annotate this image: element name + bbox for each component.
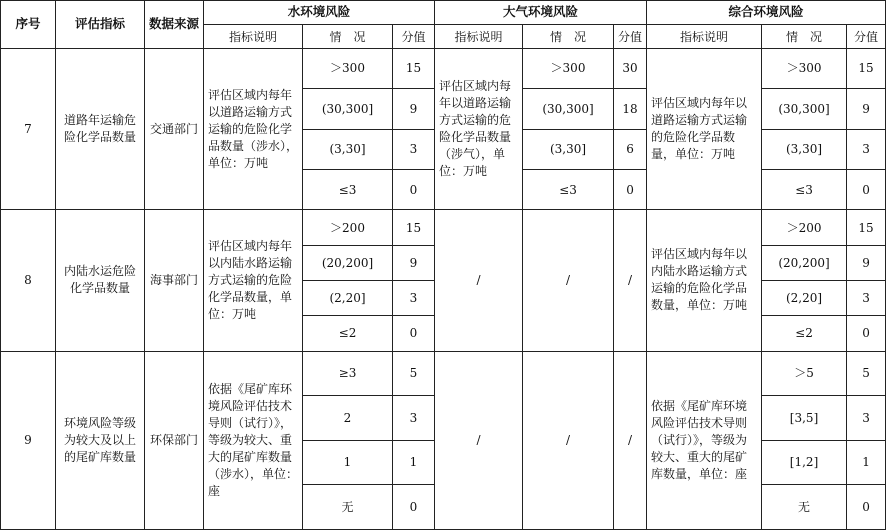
combined-situation: ＞300 — [762, 48, 847, 88]
combined-score: 9 — [847, 245, 886, 280]
combined-situation: [1,2] — [762, 440, 847, 485]
water-desc: 评估区域内每年以内陆水路运输方式运输的危险化学品数量，单位：万吨 — [204, 210, 303, 351]
table-row — [1, 48, 886, 88]
air-score: 0 — [614, 170, 647, 210]
combined-score: 9 — [847, 89, 886, 129]
subheader-air-situation: 情 况 — [523, 24, 614, 48]
combined-desc: 评估区域内每年以内陆水路运输方式运输的危险化学品数量，单位：万吨 — [647, 210, 762, 351]
row-source: 海事部门 — [145, 210, 204, 351]
combined-situation: [3,5] — [762, 396, 847, 441]
header-seq: 序号 — [1, 1, 56, 49]
water-situation: (3,30] — [303, 129, 393, 169]
air-score: 18 — [614, 89, 647, 129]
combined-situation: (20,200] — [762, 245, 847, 280]
table-row — [1, 210, 886, 245]
water-score: 3 — [393, 280, 435, 315]
combined-situation: (3,30] — [762, 129, 847, 169]
combined-score: 0 — [847, 316, 886, 351]
combined-score: 15 — [847, 48, 886, 88]
water-situation: ≤3 — [303, 170, 393, 210]
combined-desc: 评估区域内每年以道路运输方式运输的危险化学品数量，单位：万吨 — [647, 48, 762, 210]
combined-situation: (30,300] — [762, 89, 847, 129]
header-indicator: 评估指标 — [56, 1, 145, 49]
header-air-risk: 大气环境风险 — [435, 1, 647, 25]
combined-situation: ≤2 — [762, 316, 847, 351]
water-score: 15 — [393, 48, 435, 88]
row-source: 交通部门 — [145, 48, 204, 210]
air-situation: / — [523, 210, 614, 351]
row-seq: 9 — [1, 351, 56, 530]
air-score: 30 — [614, 48, 647, 88]
air-score: / — [614, 210, 647, 351]
combined-situation: 无 — [762, 485, 847, 530]
subheader-water-desc: 指标说明 — [204, 24, 303, 48]
combined-score: 5 — [847, 351, 886, 396]
water-desc: 依据《尾矿库环境风险评估技术导则（试行）》，等级为较大、重大的尾矿库数量（涉水），单位：座 — [204, 351, 303, 530]
air-situation: ≤3 — [523, 170, 614, 210]
air-situation: (30,300] — [523, 89, 614, 129]
subheader-water-score: 分值 — [393, 24, 435, 48]
water-desc: 评估区域内每年以道路运输方式运输的危险化学品数量（涉水），单位：万吨 — [204, 48, 303, 210]
water-score: 0 — [393, 170, 435, 210]
combined-score: 15 — [847, 210, 886, 245]
air-situation: ＞300 — [523, 48, 614, 88]
water-situation: ≤2 — [303, 316, 393, 351]
row-indicator: 道路年运输危险化学品数量 — [56, 48, 145, 210]
row-seq: 8 — [1, 210, 56, 351]
water-situation: (20,200] — [303, 245, 393, 280]
water-situation: ＞300 — [303, 48, 393, 88]
water-score: 3 — [393, 129, 435, 169]
table-row — [1, 351, 886, 396]
water-situation: (2,20] — [303, 280, 393, 315]
subheader-combined-score: 分值 — [847, 24, 886, 48]
water-score: 0 — [393, 316, 435, 351]
combined-desc: 依据《尾矿库环境风险评估技术导则（试行）》，等级为较大、重大的尾矿库数量，单位：座 — [647, 351, 762, 530]
water-situation: ＞200 — [303, 210, 393, 245]
water-situation: ≥3 — [303, 351, 393, 396]
water-score: 9 — [393, 245, 435, 280]
combined-score: 3 — [847, 129, 886, 169]
water-situation: 1 — [303, 440, 393, 485]
row-source: 环保部门 — [145, 351, 204, 530]
row-indicator: 环境风险等级为较大及以上的尾矿库数量 — [56, 351, 145, 530]
water-situation: 无 — [303, 485, 393, 530]
air-desc: / — [435, 210, 523, 351]
air-situation: (3,30] — [523, 129, 614, 169]
water-score: 3 — [393, 396, 435, 441]
water-score: 1 — [393, 440, 435, 485]
air-score: / — [614, 351, 647, 530]
combined-score: 3 — [847, 280, 886, 315]
header-combined-risk: 综合环境风险 — [647, 1, 886, 25]
water-score: 0 — [393, 485, 435, 530]
row-indicator: 内陆水运危险化学品数量 — [56, 210, 145, 351]
subheader-combined-situation: 情 况 — [762, 24, 847, 48]
water-score: 5 — [393, 351, 435, 396]
row-seq: 7 — [1, 48, 56, 210]
water-score: 9 — [393, 89, 435, 129]
air-desc: / — [435, 351, 523, 530]
subheader-air-desc: 指标说明 — [435, 24, 523, 48]
subheader-water-situation: 情 况 — [303, 24, 393, 48]
combined-score: 0 — [847, 170, 886, 210]
air-desc: 评估区域内每年以道路运输方式运输的危险化学品数量（涉气），单位：万吨 — [435, 48, 523, 210]
combined-situation: ＞200 — [762, 210, 847, 245]
water-situation: 2 — [303, 396, 393, 441]
subheader-air-score: 分值 — [614, 24, 647, 48]
water-score: 15 — [393, 210, 435, 245]
subheader-combined-desc: 指标说明 — [647, 24, 762, 48]
air-situation: / — [523, 351, 614, 530]
water-situation: (30,300] — [303, 89, 393, 129]
combined-score: 3 — [847, 396, 886, 441]
combined-score: 0 — [847, 485, 886, 530]
header-water-risk: 水环境风险 — [204, 1, 435, 25]
air-score: 6 — [614, 129, 647, 169]
combined-situation: (2,20] — [762, 280, 847, 315]
combined-score: 1 — [847, 440, 886, 485]
combined-situation: ＞5 — [762, 351, 847, 396]
header-source: 数据来源 — [145, 1, 204, 49]
combined-situation: ≤3 — [762, 170, 847, 210]
